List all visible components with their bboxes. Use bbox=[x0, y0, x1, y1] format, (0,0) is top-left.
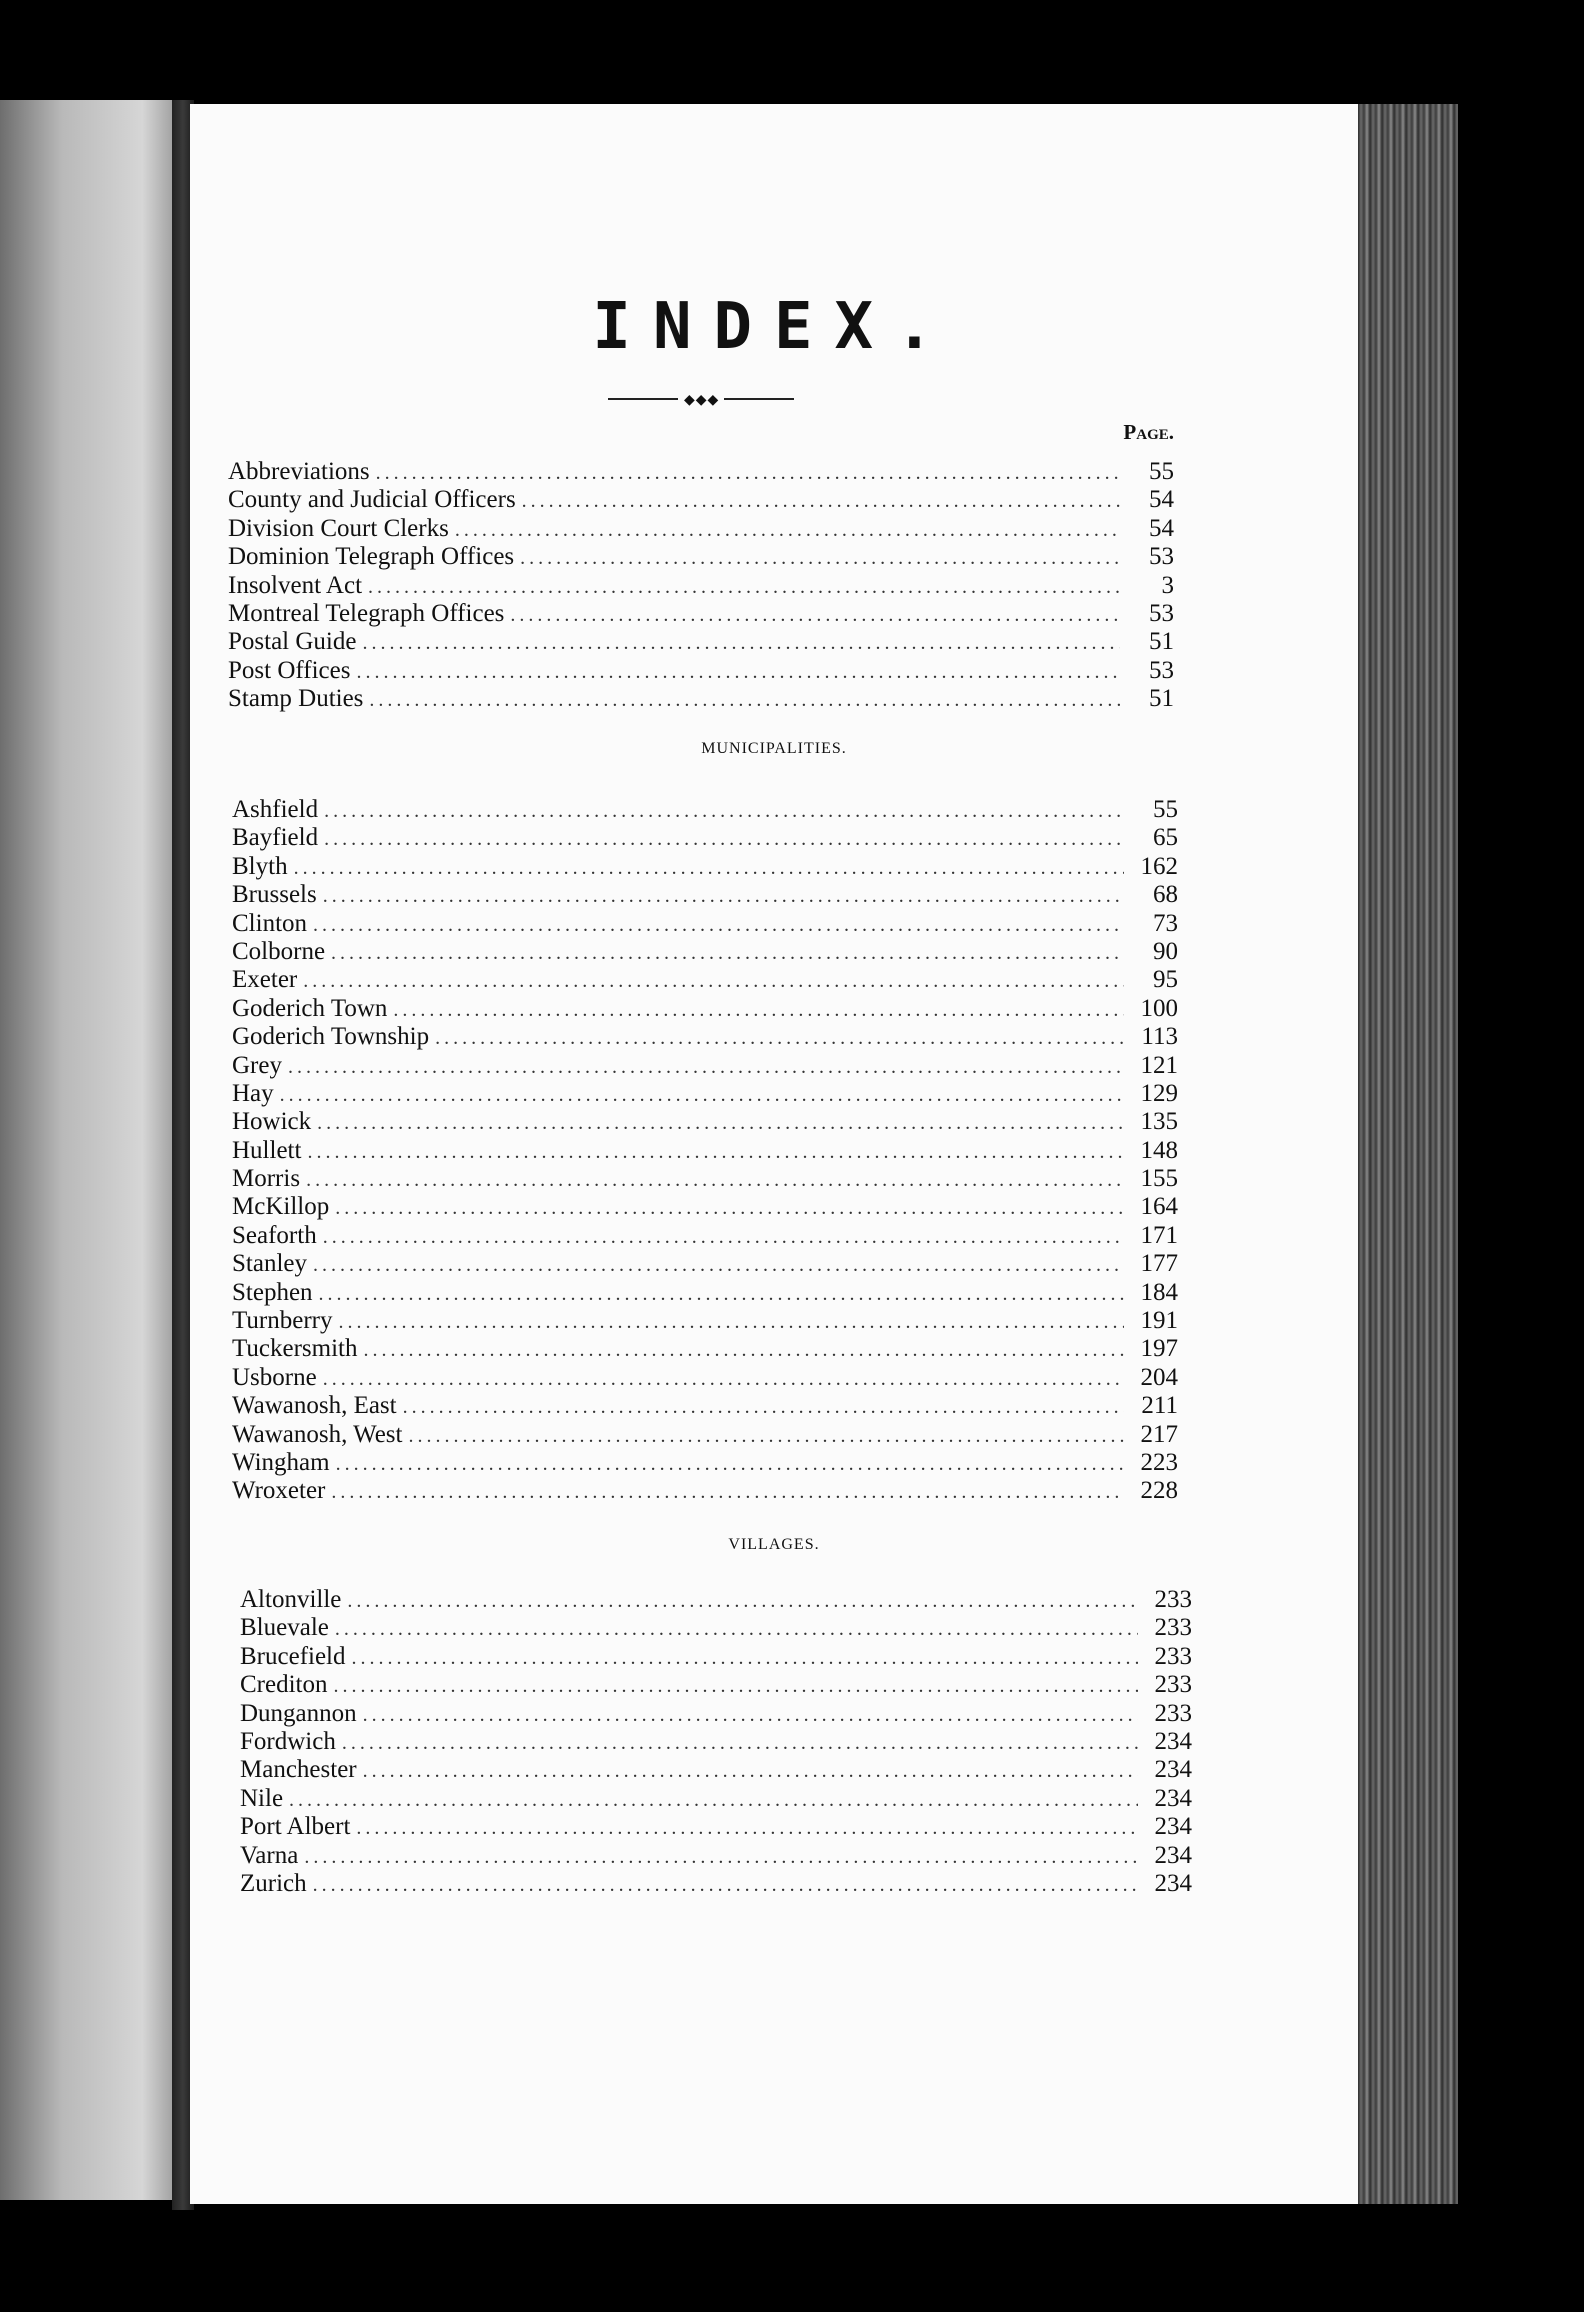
index-entry bbox=[240, 1700, 1192, 1728]
entry-name: Stamp Duties bbox=[228, 685, 364, 713]
dot-leader bbox=[288, 1056, 1124, 1079]
dot-leader bbox=[294, 857, 1124, 880]
ornament-diamonds: ◆◆◆ bbox=[684, 393, 720, 408]
dot-leader bbox=[307, 1141, 1124, 1164]
dot-leader bbox=[304, 1846, 1138, 1869]
index-entry bbox=[232, 1165, 1178, 1193]
entry-name: Zurich bbox=[240, 1869, 307, 1897]
entry-name: County and Judicial Officers bbox=[228, 486, 516, 514]
index-entry bbox=[232, 1250, 1178, 1278]
index-entry bbox=[232, 1023, 1178, 1051]
index-entry bbox=[232, 1279, 1178, 1307]
entry-name: Clinton bbox=[232, 909, 308, 937]
entry-page-number: 228 bbox=[1140, 1477, 1178, 1505]
entry-page-number: 233 bbox=[1154, 1699, 1192, 1727]
entry-page-number: 129 bbox=[1140, 1079, 1178, 1107]
index-entry bbox=[232, 1137, 1178, 1165]
dot-leader bbox=[313, 1874, 1138, 1897]
dot-leader bbox=[323, 1226, 1124, 1249]
dot-leader bbox=[317, 1112, 1124, 1135]
index-entry bbox=[240, 1785, 1192, 1813]
entry-name: Hullett bbox=[232, 1136, 302, 1164]
dot-leader bbox=[342, 1732, 1138, 1755]
dot-leader bbox=[335, 1618, 1138, 1641]
dot-leader bbox=[356, 661, 1120, 684]
entry-name: Manchester bbox=[240, 1756, 357, 1784]
entry-page-number: 100 bbox=[1140, 994, 1178, 1022]
entry-name: Bluevale bbox=[240, 1614, 329, 1642]
index-entry bbox=[232, 1421, 1178, 1449]
entry-name: Varna bbox=[240, 1841, 299, 1869]
entry-name: Turnberry bbox=[232, 1307, 333, 1335]
dot-leader bbox=[324, 828, 1124, 851]
entry-name: Post Offices bbox=[228, 656, 351, 684]
title-ornament bbox=[608, 392, 794, 406]
entry-page-number: 211 bbox=[1141, 1392, 1178, 1420]
index-entry bbox=[228, 486, 1174, 514]
entry-name: Port Albert bbox=[240, 1813, 351, 1841]
entry-page-number: 68 bbox=[1153, 881, 1178, 909]
entry-name: Fordwich bbox=[240, 1727, 336, 1755]
entry-page-number: 233 bbox=[1154, 1642, 1192, 1670]
entry-name: Tuckersmith bbox=[232, 1335, 358, 1363]
index-entry bbox=[232, 1307, 1178, 1335]
index-entry bbox=[232, 853, 1178, 881]
entry-name: Goderich Town bbox=[232, 994, 388, 1022]
entry-name: Usborne bbox=[232, 1363, 317, 1391]
index-entry bbox=[232, 1392, 1178, 1420]
entry-page-number: 51 bbox=[1149, 628, 1174, 656]
entry-name: Stanley bbox=[232, 1250, 307, 1278]
dot-leader bbox=[369, 689, 1120, 712]
entry-page-number: 53 bbox=[1149, 543, 1174, 571]
dot-leader bbox=[455, 519, 1120, 542]
index-entry bbox=[232, 1080, 1178, 1108]
entry-page-number: 3 bbox=[1161, 571, 1174, 599]
dot-leader bbox=[408, 1425, 1124, 1448]
entry-page-number: 53 bbox=[1149, 599, 1174, 627]
entry-page-number: 55 bbox=[1149, 458, 1174, 485]
entry-name: Nile bbox=[240, 1784, 284, 1812]
dot-leader bbox=[334, 1675, 1139, 1698]
entry-name: Blyth bbox=[232, 852, 288, 880]
dot-leader bbox=[338, 1311, 1124, 1334]
entry-page-number: 135 bbox=[1140, 1108, 1178, 1136]
dot-leader bbox=[435, 1027, 1124, 1050]
entry-page-number: 54 bbox=[1149, 514, 1174, 542]
dot-leader bbox=[363, 1704, 1138, 1727]
entry-name: Insolvent Act bbox=[228, 571, 363, 599]
entry-page-number: 73 bbox=[1153, 909, 1178, 937]
dot-leader bbox=[347, 1590, 1138, 1613]
index-entry bbox=[232, 995, 1178, 1023]
entry-page-number: 204 bbox=[1140, 1363, 1178, 1391]
entry-name: Bayfield bbox=[232, 824, 319, 852]
entry-page-number: 95 bbox=[1153, 966, 1178, 994]
entry-name: Wroxeter bbox=[232, 1477, 326, 1505]
index-entry bbox=[232, 966, 1178, 994]
index-entry bbox=[232, 1364, 1178, 1392]
dot-leader bbox=[335, 1197, 1124, 1220]
page-column-heading: Page. bbox=[1123, 420, 1174, 444]
dot-leader bbox=[280, 1084, 1124, 1107]
page-stack-edge bbox=[1358, 104, 1458, 2204]
dot-leader bbox=[403, 1396, 1124, 1419]
index-entry bbox=[228, 657, 1174, 685]
entry-page-number: 217 bbox=[1140, 1420, 1178, 1448]
dot-leader bbox=[313, 1254, 1124, 1277]
entry-name: McKillop bbox=[232, 1193, 330, 1221]
index-entry bbox=[232, 1052, 1178, 1080]
index-entry bbox=[232, 1222, 1178, 1250]
dot-leader bbox=[363, 1339, 1124, 1362]
dot-leader bbox=[323, 1368, 1124, 1391]
entry-page-number: 54 bbox=[1149, 486, 1174, 514]
entry-page-number: 197 bbox=[1140, 1335, 1178, 1363]
index-entry bbox=[232, 938, 1178, 966]
entry-name: Hay bbox=[232, 1079, 274, 1107]
index-entry bbox=[232, 1449, 1178, 1477]
left-page-edge bbox=[0, 100, 178, 2200]
index-entry bbox=[228, 572, 1174, 600]
index-entry bbox=[240, 1870, 1192, 1898]
entry-page-number: 234 bbox=[1154, 1756, 1192, 1784]
entry-name: Crediton bbox=[240, 1671, 328, 1699]
index-entry bbox=[240, 1586, 1192, 1614]
entry-name: Stephen bbox=[232, 1278, 313, 1306]
index-entry bbox=[232, 824, 1178, 852]
entry-name: Ashfield bbox=[232, 796, 319, 823]
entry-name: Montreal Telegraph Offices bbox=[228, 599, 505, 627]
entry-page-number: 234 bbox=[1154, 1784, 1192, 1812]
index-entry bbox=[228, 628, 1174, 656]
dot-leader bbox=[362, 632, 1120, 655]
entry-page-number: 113 bbox=[1141, 1023, 1178, 1051]
dot-leader bbox=[522, 490, 1120, 513]
entry-name: Colborne bbox=[232, 937, 326, 965]
entry-name: Altonville bbox=[240, 1586, 342, 1613]
index-entry bbox=[240, 1671, 1192, 1699]
dot-leader bbox=[303, 970, 1124, 993]
index-entry bbox=[232, 1477, 1178, 1505]
entry-name: Postal Guide bbox=[228, 628, 357, 656]
dot-leader bbox=[336, 1453, 1124, 1476]
index-entry bbox=[228, 515, 1174, 543]
entry-name: Brussels bbox=[232, 881, 317, 909]
entry-page-number: 53 bbox=[1149, 656, 1174, 684]
dot-leader bbox=[363, 1760, 1138, 1783]
entry-name: Goderich Township bbox=[232, 1023, 430, 1051]
index-entry bbox=[232, 1193, 1178, 1221]
index-entry bbox=[240, 1614, 1192, 1642]
dot-leader bbox=[313, 914, 1124, 937]
dot-leader bbox=[356, 1817, 1138, 1840]
index-entry bbox=[232, 1335, 1178, 1363]
page-title: INDEX. bbox=[592, 290, 956, 364]
entry-name: Wawanosh, East bbox=[232, 1392, 397, 1420]
index-entry bbox=[228, 600, 1174, 628]
entry-page-number: 155 bbox=[1140, 1165, 1178, 1193]
dot-leader bbox=[510, 604, 1120, 627]
index-entry bbox=[232, 910, 1178, 938]
entry-name: Wawanosh, West bbox=[232, 1420, 403, 1448]
entry-page-number: 234 bbox=[1154, 1813, 1192, 1841]
entry-name: Abbreviations bbox=[228, 458, 370, 485]
entry-name: Brucefield bbox=[240, 1642, 346, 1670]
entry-page-number: 148 bbox=[1140, 1136, 1178, 1164]
dot-leader bbox=[306, 1169, 1124, 1192]
index-entry bbox=[232, 881, 1178, 909]
entry-name: Wingham bbox=[232, 1448, 330, 1476]
entry-name: Division Court Clerks bbox=[228, 514, 449, 542]
entry-name: Dungannon bbox=[240, 1699, 357, 1727]
ornament-rule-left bbox=[608, 398, 678, 400]
index-entry bbox=[228, 685, 1174, 713]
entry-page-number: 191 bbox=[1140, 1307, 1178, 1335]
entry-name: Exeter bbox=[232, 966, 298, 994]
index-entry bbox=[228, 458, 1174, 486]
entry-name: Dominion Telegraph Offices bbox=[228, 543, 515, 571]
entry-page-number: 171 bbox=[1140, 1221, 1178, 1249]
ornament-rule-right bbox=[724, 398, 794, 400]
entry-page-number: 184 bbox=[1140, 1278, 1178, 1306]
dot-leader bbox=[323, 885, 1124, 908]
index-entry bbox=[228, 543, 1174, 571]
entry-page-number: 121 bbox=[1140, 1051, 1178, 1079]
villages-index-list bbox=[240, 1586, 1192, 1898]
entry-page-number: 233 bbox=[1154, 1614, 1192, 1642]
dot-leader bbox=[352, 1647, 1138, 1670]
entry-page-number: 233 bbox=[1154, 1671, 1192, 1699]
dot-leader bbox=[289, 1789, 1138, 1812]
dot-leader bbox=[331, 942, 1124, 965]
dot-leader bbox=[331, 1481, 1124, 1504]
index-entry bbox=[232, 796, 1178, 824]
entry-name: Morris bbox=[232, 1165, 301, 1193]
index-entry bbox=[240, 1643, 1192, 1671]
entry-page-number: 65 bbox=[1153, 824, 1178, 852]
entry-page-number: 223 bbox=[1140, 1448, 1178, 1476]
dot-leader bbox=[376, 462, 1120, 485]
index-entry bbox=[240, 1842, 1192, 1870]
entry-page-number: 234 bbox=[1154, 1869, 1192, 1897]
entry-page-number: 164 bbox=[1140, 1193, 1178, 1221]
entry-name: Grey bbox=[232, 1051, 282, 1079]
municipalities-heading: MUNICIPALITIES. bbox=[701, 740, 847, 757]
index-entry bbox=[240, 1813, 1192, 1841]
entry-page-number: 234 bbox=[1154, 1727, 1192, 1755]
entry-page-number: 234 bbox=[1154, 1841, 1192, 1869]
entry-name: Howick bbox=[232, 1108, 312, 1136]
dot-leader bbox=[368, 576, 1120, 599]
index-entry bbox=[232, 1108, 1178, 1136]
entry-page-number: 90 bbox=[1153, 937, 1178, 965]
villages-heading: VILLAGES. bbox=[728, 1536, 820, 1553]
general-index-list bbox=[228, 458, 1174, 714]
index-entry bbox=[240, 1756, 1192, 1784]
dot-leader bbox=[520, 547, 1120, 570]
dot-leader bbox=[324, 800, 1124, 823]
dot-leader bbox=[319, 1283, 1124, 1306]
entry-name: Seaforth bbox=[232, 1221, 317, 1249]
index-entry bbox=[240, 1728, 1192, 1756]
municipalities-index-list bbox=[232, 796, 1178, 1506]
entry-page-number: 177 bbox=[1140, 1250, 1178, 1278]
entry-page-number: 55 bbox=[1153, 796, 1178, 823]
entry-page-number: 162 bbox=[1140, 852, 1178, 880]
entry-page-number: 233 bbox=[1154, 1586, 1192, 1613]
dot-leader bbox=[393, 999, 1124, 1022]
entry-page-number: 51 bbox=[1149, 685, 1174, 713]
